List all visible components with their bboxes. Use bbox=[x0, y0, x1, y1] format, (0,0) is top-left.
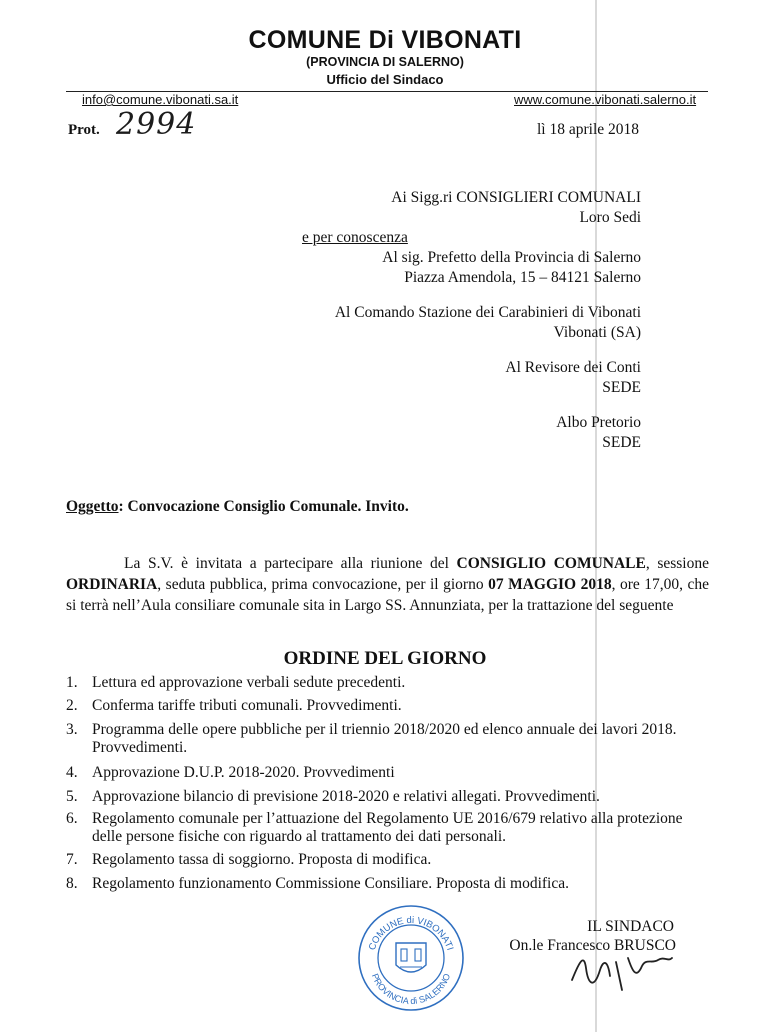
recipient-auditor bbox=[505, 358, 641, 398]
agenda-item: 7. Regolamento tassa di soggiorno. Proposta di modifica. bbox=[66, 851, 432, 868]
recipient-line: Loro Sedi bbox=[579, 209, 641, 226]
letterhead-website: www.comune.vibonati.salerno.it bbox=[514, 92, 697, 107]
recipient-line: Al Revisore dei Conti bbox=[505, 359, 641, 376]
letterhead-title: COMUNE Di VIBONATI bbox=[248, 26, 522, 54]
protocol-label: Prot. bbox=[68, 122, 100, 138]
recipient-line: Al Comando Stazione dei Carabinieri di Vibonati bbox=[334, 304, 641, 321]
letterhead-email: info@comune.vibonati.sa.it bbox=[82, 92, 239, 107]
handwritten-signature bbox=[566, 940, 676, 1000]
agenda-title: ORDINE DEL GIORNO bbox=[283, 648, 487, 669]
recipient-line: SEDE bbox=[602, 379, 641, 396]
agenda-item: 8. Regolamento funzionamento Commissione Consiliare. Proposta di modifica. bbox=[66, 875, 569, 892]
signatory-title: IL SINDACO bbox=[587, 918, 674, 935]
subject-line bbox=[66, 498, 409, 516]
agenda-item: 6. Regolamento comunale per l’attuazione del Regolamento UE 2016/679 relativo alla protezione delle persone fisiche con riguardo al trattamento dei dati personali. bbox=[66, 810, 683, 845]
body-paragraph: La S.V. è invitata a partecipare alla riunione del CONSIGLIO COMUNALE, sessione ORDINARIA, seduta pubblica, prima convocazione, per il giorno 07 MAGGIO 2018, ore 17,00, che si terrà nell’Aula consiliare comunale sita in Largo SS. Annunziata, per la trattazione del seguente bbox=[66, 555, 709, 614]
recipient-carabinieri bbox=[335, 303, 641, 343]
agenda-item: 5. Approvazione bilancio di previsione 2018-2020 e relativi allegati. Provvedimenti. bbox=[66, 788, 600, 805]
session-type: ORDINARIA bbox=[66, 576, 158, 593]
agenda-item: 4. Approvazione D.U.P. 2018-2020. Provvedimenti bbox=[66, 764, 395, 781]
letterhead-office: Ufficio del Sindaco bbox=[326, 72, 444, 87]
recipient-line: Ai Sigg.ri CONSIGLIERI COMUNALI bbox=[391, 189, 641, 206]
recipient-prefect bbox=[382, 248, 641, 288]
seal-top-text: COMUNE di VIBONATI bbox=[366, 914, 456, 952]
protocol-number-handwritten: 2994 bbox=[116, 107, 197, 142]
recipient-line: Albo Pretorio bbox=[556, 414, 641, 431]
municipal-seal-stamp bbox=[356, 903, 466, 1013]
letter-date: lì 18 aprile 2018 bbox=[537, 121, 640, 138]
letterhead-province: (PROVINCIA DI SALERNO) bbox=[306, 55, 464, 69]
recipient-line: Vibonati (SA) bbox=[553, 324, 641, 341]
recipient-board bbox=[556, 413, 641, 453]
meeting-date: 07 MAGGIO 2018 bbox=[488, 576, 612, 593]
agenda-item: 1. Lettura ed approvazione verbali sedute precedenti. bbox=[66, 674, 406, 691]
council-name: CONSIGLIO COMUNALE bbox=[456, 555, 646, 572]
seal-bottom-text: PROVINCIA di SALERNO bbox=[369, 972, 453, 1007]
signatory-name: On.le Francesco BRUSCO bbox=[509, 937, 676, 954]
agenda-item: 2. Conferma tariffe tributi comunali. Provvedimenti. bbox=[66, 697, 402, 714]
subject-label: Oggetto bbox=[66, 498, 119, 515]
recipient-line: Piazza Amendola, 15 – 84121 Salerno bbox=[404, 269, 641, 286]
subject-text: : Convocazione Consiglio Comunale. Invito. bbox=[118, 498, 409, 515]
recipient-line: SEDE bbox=[602, 434, 641, 451]
cc-label: e per conoscenza bbox=[302, 229, 408, 246]
recipient-councillors bbox=[391, 188, 641, 228]
agenda-item: 3. Programma delle opere pubbliche per il triennio 2018/2020 ed elenco annuale dei lavori 2018. Provvedimenti. bbox=[66, 721, 677, 756]
recipient-line: Al sig. Prefetto della Provincia di Salerno bbox=[382, 249, 641, 266]
